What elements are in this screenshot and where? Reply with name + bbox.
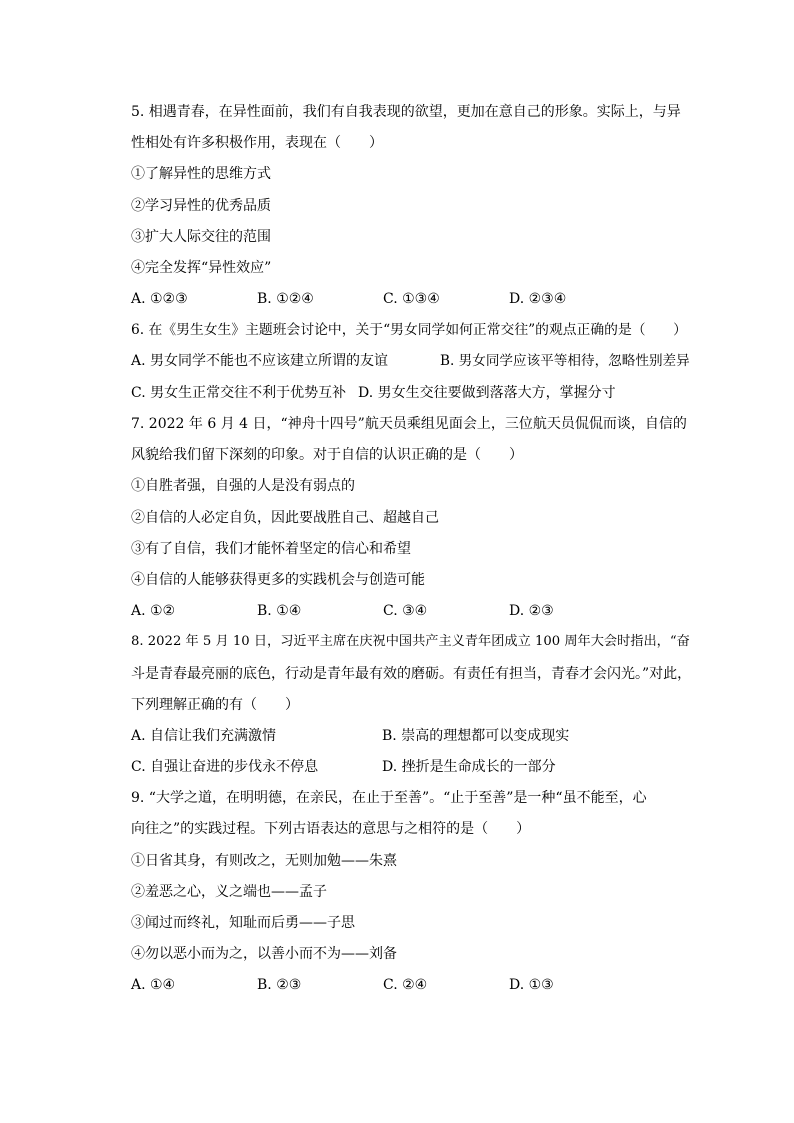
q9-option-a: A. ①④ [131, 977, 176, 993]
q5-statement-4: ④完全发挥“异性效应” [131, 260, 272, 276]
q7-option-d: D. ②③ [509, 603, 554, 619]
q9-stem-line-1: 9. “大学之道，在明明德，在亲民，在止于至善”。“止于至善”是一种“虽不能至，心 [131, 790, 647, 806]
q5-option-c: C. ①③④ [383, 291, 440, 307]
q7-statement-3: ③有了自信，我们才能怀着坚定的信心和希望 [131, 541, 411, 557]
q7-option-a: A. ①② [131, 603, 176, 619]
q9-option-c: C. ②④ [383, 977, 428, 993]
q5-option-a: A. ①②③ [131, 291, 188, 307]
q9-option-b: B. ②③ [257, 977, 302, 993]
q9-statement-1: ①日省其身，有则改之，无则加勉——朱熹 [131, 853, 397, 869]
q8-option-c: C. 自强让奋进的步伐永不停息 [131, 759, 319, 775]
q6-option-b: B. 男女同学应该平等相待，忽略性别差异 [440, 353, 690, 369]
q5-stem-line-2: 性相处有许多积极作用，表现在（ ） [131, 135, 383, 151]
q9-statement-3: ③闻过而终礼，知耻而后勇——子思 [131, 915, 355, 931]
q9-option-d: D. ①③ [509, 977, 554, 993]
q8-option-d: D. 挫折是生命成长的一部分 [382, 759, 556, 775]
q9-stem-line-2: 向往之”的实践过程。下列古语表达的意思与之相符的是（ ） [131, 821, 531, 837]
q5-statement-1: ①了解异性的思维方式 [131, 166, 271, 182]
q5-statement-3: ③扩大人际交往的范围 [131, 229, 271, 245]
q7-stem-line-2: 风貌给我们留下深刻的印象。对于自信的认识正确的是（ ） [131, 447, 523, 463]
q7-option-b: B. ①④ [257, 603, 302, 619]
q6-stem-line-1: 6. 在《男生女生》主题班会讨论中，关于“男女同学如何正常交往”的观点正确的是（ ） [131, 322, 687, 338]
q7-stem-line-1: 7. 2022 年 6 月 4 日，“神舟十四号”航天员乘组见面会上，三位航天员侃侃而谈，自信的 [131, 416, 687, 432]
q6-option-c: C. 男女生正常交往不利于优势互补 [131, 385, 347, 401]
q9-statement-2: ②羞恶之心，义之端也——孟子 [131, 884, 327, 900]
q8-stem-line-3: 下列理解正确的有（ ） [131, 697, 299, 713]
q5-option-b: B. ①②④ [257, 291, 314, 307]
q5-statement-2: ②学习异性的优秀品质 [131, 198, 271, 214]
q7-statement-1: ①自胜者强，自强的人是没有弱点的 [131, 478, 355, 494]
q5-option-d: D. ②③④ [509, 291, 567, 307]
q7-statement-4: ④自信的人能够获得更多的实践机会与创造可能 [131, 572, 425, 588]
q6-option-d: D. 男女生交往要做到落落大方，掌握分寸 [358, 385, 616, 401]
q7-statement-2: ②自信的人必定自负，因此要战胜自己、超越自己 [131, 510, 439, 526]
q5-stem-line-1: 5. 相遇青春，在异性面前，我们有自我表现的欲望，更加在意自己的形象。实际上，与异 [131, 104, 681, 120]
q6-option-a: A. 男女同学不能也不应该建立所谓的友谊 [131, 353, 389, 369]
q7-option-c: C. ③④ [383, 603, 428, 619]
q8-stem-line-2: 斗是青春最亮丽的底色，行动是青年最有效的磨砺。有责任有担当，青春才会闪光。”对此， [131, 666, 692, 682]
q8-stem-line-1: 8. 2022 年 5 月 10 日，习近平主席在庆祝中国共产主义青年团成立 100 周年大会时指出，“奋 [131, 634, 690, 649]
q8-option-b: B. 崇高的理想都可以变成现实 [382, 728, 570, 744]
q9-statement-4: ④勿以恶小而为之，以善小而不为——刘备 [131, 946, 397, 962]
q8-option-a: A. 自信让我们充满激情 [131, 728, 277, 744]
